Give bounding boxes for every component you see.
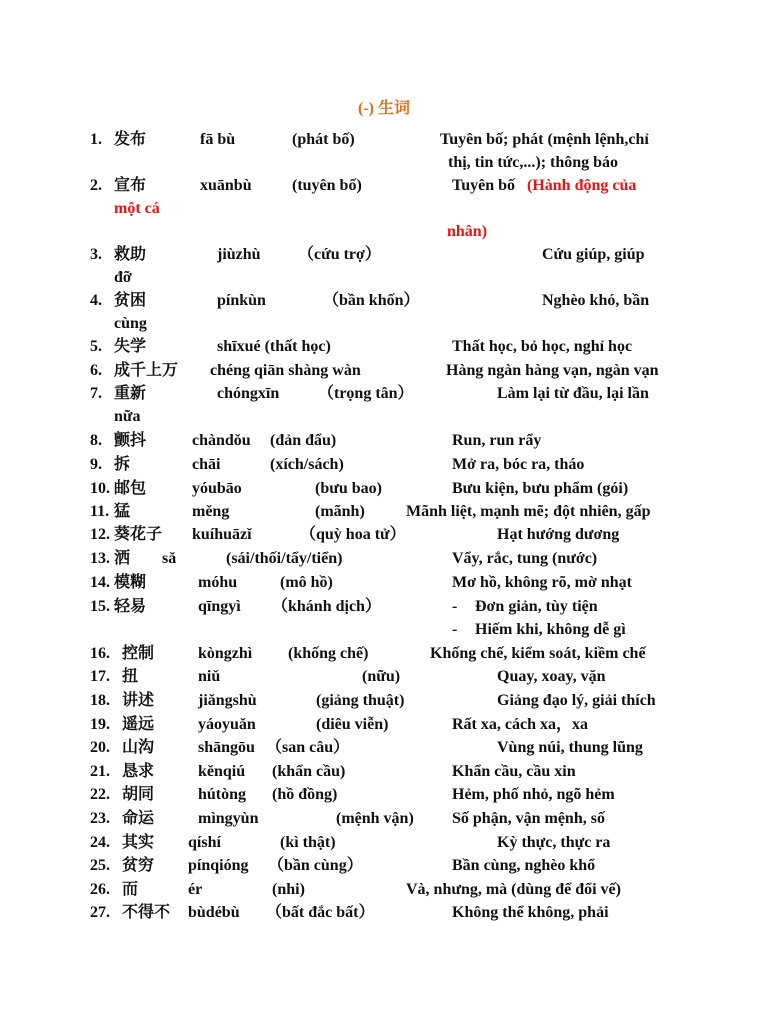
entry-hanviet: (nhi) xyxy=(272,881,305,898)
page-title: (-) 生词 xyxy=(358,100,410,117)
entry-number: 20. xyxy=(90,739,110,756)
entry-hanviet: (mệnh vận) xyxy=(336,810,414,827)
entry-number: 10. xyxy=(90,480,110,497)
entry-meaning: Làm lại từ đầu, lại lần xyxy=(497,385,649,402)
entry-hanzi: 贫穷 xyxy=(122,857,155,874)
entry-number: 24. xyxy=(90,834,110,851)
entry-pinyin: qīngyì xyxy=(198,598,241,615)
entry-hanzi: 失学 xyxy=(114,338,147,355)
entry-meaning: Mở ra, bóc ra, tháo xyxy=(452,456,585,473)
entry-pinyin: shāngōu xyxy=(198,739,255,756)
entry-hanzi: 救助 xyxy=(114,246,147,263)
entry-hanviet: (sái/thối/tẩy/tiển) xyxy=(226,550,343,567)
entry-hanzi: 胡同 xyxy=(122,786,155,803)
entry-meaning-wrap: đỡ xyxy=(114,269,132,286)
entry-meaning-highlight: (Hành động của xyxy=(527,177,637,194)
entry-number: 6. xyxy=(90,362,102,379)
entry-pinyin: měng xyxy=(192,503,230,520)
entry-hanzi: 山沟 xyxy=(122,739,155,756)
entry-meaning: Tuyên bố; phát (mệnh lệnh,chỉ xyxy=(440,131,649,148)
entry-pinyin: bùdébù xyxy=(188,904,240,921)
entry-hanzi: 葵花子 xyxy=(114,526,163,543)
entry-meaning-wrap: nữa xyxy=(114,408,141,425)
entry-hanzi: 讲述 xyxy=(122,692,155,709)
entry-hanviet: (khẩn cầu) xyxy=(272,763,346,780)
entry-hanzi: 扭 xyxy=(122,668,139,685)
entry-meaning-cont: Hiếm khi, không dễ gì xyxy=(475,621,626,638)
entry-pinyin: yóubāo xyxy=(192,480,242,497)
entry-meaning: Thất học, bỏ học, nghỉ học xyxy=(452,338,633,355)
entry-hanzi: 恳求 xyxy=(122,763,155,780)
entry-hanzi: 命运 xyxy=(122,810,155,827)
entry-meaning: Kỳ thực, thực ra xyxy=(497,834,611,851)
entry-pinyin: yáoyuǎn xyxy=(198,716,256,733)
entry-number: 22. xyxy=(90,786,110,803)
entry-hanzi: 遥远 xyxy=(122,716,155,733)
entry-meaning: Khẩn cầu, cầu xin xyxy=(452,763,576,780)
entry-number: 25. xyxy=(90,857,110,874)
entry-number: 26. xyxy=(90,881,110,898)
entry-pinyin: jiùzhù xyxy=(217,246,261,263)
entry-pinyin: chàndǒu xyxy=(192,432,251,449)
entry-meaning: Mơ hồ, không rõ, mờ nhạt xyxy=(452,574,632,591)
entry-number: 1. xyxy=(90,131,102,148)
entry-pinyin: jiǎngshù xyxy=(198,692,257,709)
entry-pinyin: hútòng xyxy=(198,786,247,803)
entry-number: 2. xyxy=(90,177,102,194)
entry-hanzi: 而 xyxy=(122,881,139,898)
entry-number: 27. xyxy=(90,904,110,921)
entry-meaning: Cứu giúp, giúp xyxy=(542,246,645,263)
entry-number: 17. xyxy=(90,668,110,685)
entry-number: 13. xyxy=(90,550,110,567)
entry-meaning: Mãnh liệt, mạnh mẽ; đột nhiên, gấp xyxy=(406,503,651,520)
entry-pinyin: chāi xyxy=(192,456,221,473)
entry-number: 18. xyxy=(90,692,110,709)
entry-meaning: Nghèo khó, bần xyxy=(542,292,650,309)
entry-number: 23. xyxy=(90,810,110,827)
entry-hanzi: 轻易 xyxy=(114,598,147,615)
entry-number: 19. xyxy=(90,716,110,733)
entry-pinyin: sǎ xyxy=(162,550,177,567)
entry-hanviet: （bất đắc bất） xyxy=(266,904,375,921)
entry-hanzi: 模糊 xyxy=(114,574,147,591)
entry-hanviet: (kì thật) xyxy=(280,834,336,851)
entry-pinyin: pínqióng xyxy=(188,857,249,874)
entry-hanzi: 发布 xyxy=(114,131,147,148)
entry-pinyin: xuānbù xyxy=(200,177,252,194)
entry-meaning: Đơn giản, tùy tiện xyxy=(475,598,598,615)
entry-meaning-highlight-wrap: một cá xyxy=(114,200,160,217)
entry-meaning: Vùng núi, thung lũng xyxy=(497,739,643,756)
entry-number: 4. xyxy=(90,292,102,309)
entry-hanviet: (diêu viễn) xyxy=(316,716,389,733)
entry-hanzi: 成千上万 xyxy=(114,362,179,379)
entry-hanviet: (phát bố) xyxy=(292,131,355,148)
entry-hanviet: (giảng thuật) xyxy=(316,692,405,709)
entry-number: 11. xyxy=(90,503,110,520)
entry-meaning-highlight-cont: nhân) xyxy=(447,223,488,240)
entry-number: 15. xyxy=(90,598,110,615)
entry-meaning: Hẻm, phố nhỏ, ngõ hẻm xyxy=(452,786,615,803)
entry-meaning: Bưu kiện, bưu phẩm (gói) xyxy=(452,480,629,497)
list-dash: - xyxy=(452,621,458,638)
entry-number: 12. xyxy=(90,526,110,543)
entry-number: 3. xyxy=(90,246,102,263)
entry-meaning: Không thể không, phải xyxy=(452,904,609,921)
entry-pinyin: ér xyxy=(188,881,203,898)
entry-hanviet: （khánh dịch） xyxy=(272,598,381,615)
entry-hanzi: 洒 xyxy=(114,550,131,567)
entry-hanviet: （quỳ hoa tử） xyxy=(300,526,406,543)
entry-hanzi: 贫困 xyxy=(114,292,147,309)
entry-hanzi: 不得不 xyxy=(122,904,171,921)
entry-meaning: Hàng ngàn hàng vạn, ngàn vạn xyxy=(446,362,659,379)
entry-hanviet: (tuyên bố) xyxy=(292,177,362,194)
entry-hanviet: (mô hồ) xyxy=(280,574,333,591)
entry-pinyin: pínkùn xyxy=(217,292,266,309)
entry-hanzi: 颤抖 xyxy=(114,432,147,449)
entry-hanviet: （san câu） xyxy=(266,739,350,756)
entry-meaning: Và, nhưng, mà (dùng để đổi vế) xyxy=(406,881,621,898)
entry-hanzi: 邮包 xyxy=(114,480,147,497)
entry-hanzi: 猛 xyxy=(114,503,131,520)
entry-number: 21. xyxy=(90,763,110,780)
entry-meaning: Khống chế, kiểm soát, kiềm chế xyxy=(430,645,646,662)
entry-hanviet: (xích/sách) xyxy=(270,456,344,473)
entry-number: 5. xyxy=(90,338,102,355)
entry-hanviet: (mãnh) xyxy=(315,503,365,520)
entry-number: 16. xyxy=(90,645,110,662)
entry-meaning-cont: thị, tin tức,...); thông báo xyxy=(448,154,619,171)
entry-hanviet: (nữu) xyxy=(362,668,401,685)
entry-hanzi: 其实 xyxy=(122,834,155,851)
entry-pinyin: qíshí xyxy=(188,834,221,851)
entry-number: 14. xyxy=(90,574,110,591)
entry-meaning: Vẩy, rắc, tung (nước) xyxy=(452,550,598,567)
entry-meaning: Run, run rẩy xyxy=(452,432,542,449)
entry-hanviet: (đản đẩu) xyxy=(270,432,337,449)
entry-pinyin: shīxué (thất học) xyxy=(217,338,331,355)
entry-pinyin: kuíhuāzǐ xyxy=(192,526,252,543)
entry-number: 8. xyxy=(90,432,102,449)
list-dash: - xyxy=(452,598,458,615)
entry-hanviet: (khống chế) xyxy=(288,645,369,662)
entry-hanviet: (bưu bao) xyxy=(315,480,382,497)
entry-pinyin: fā bù xyxy=(200,131,236,148)
entry-pinyin: móhu xyxy=(198,574,238,591)
entry-number: 9. xyxy=(90,456,102,473)
entry-meaning: Giảng đạo lý, giải thích xyxy=(497,692,656,709)
entry-meaning: Tuyên bố xyxy=(452,177,515,194)
entry-pinyin: kěnqiú xyxy=(198,763,246,780)
entry-number: 7. xyxy=(90,385,102,402)
entry-hanviet: （bần cùng） xyxy=(268,857,363,874)
entry-hanzi: 重新 xyxy=(114,385,147,402)
entry-meaning: Số phận, vận mệnh, số xyxy=(452,810,605,827)
entry-pinyin: mìngyùn xyxy=(198,810,259,827)
entry-meaning: Rất xa, cách xa，xa xyxy=(452,716,588,733)
entry-hanzi: 宣布 xyxy=(114,177,147,194)
entry-meaning-wrap: cùng xyxy=(114,315,147,332)
entry-meaning: Hạt hướng dương xyxy=(497,526,620,543)
entry-meaning: Bần cùng, nghèo khổ xyxy=(452,857,596,874)
entry-meaning: Quay, xoay, vặn xyxy=(497,668,606,685)
entry-pinyin: kòngzhì xyxy=(198,645,253,662)
entry-hanzi: 拆 xyxy=(114,456,131,473)
entry-hanviet: (hồ đồng) xyxy=(272,786,338,803)
entry-hanviet: （trọng tân） xyxy=(318,385,414,402)
entry-pinyin: niǔ xyxy=(198,668,221,685)
entry-hanviet: （bần khốn） xyxy=(323,292,420,309)
entry-pinyin: chéng qiān shàng wàn xyxy=(210,362,361,379)
entry-hanviet: （cứu trợ） xyxy=(298,246,381,263)
entry-pinyin: chóngxīn xyxy=(217,385,280,402)
entry-hanzi: 控制 xyxy=(122,645,155,662)
